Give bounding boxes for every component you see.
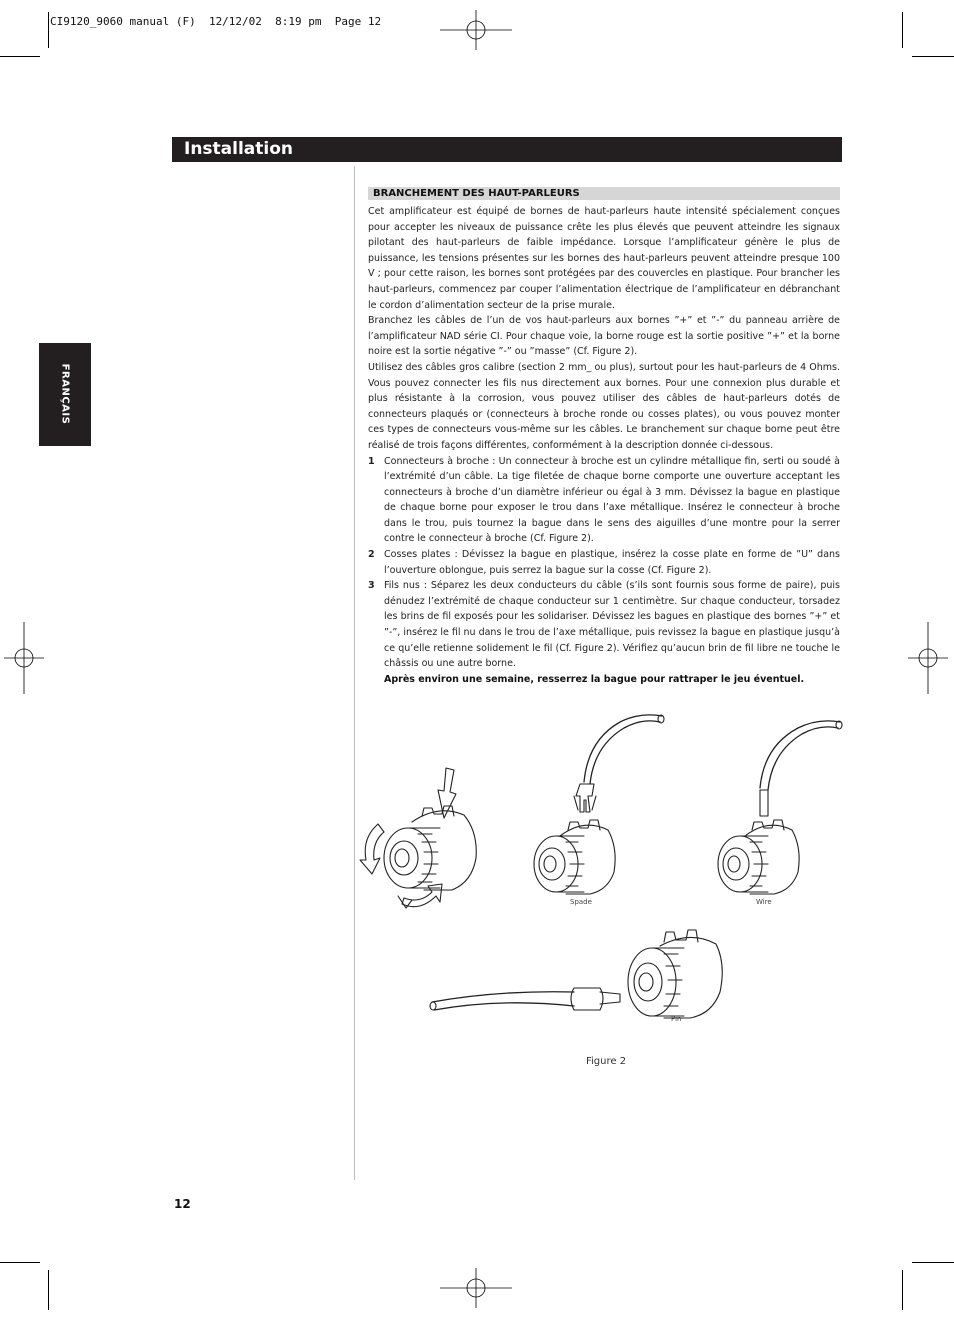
list-item-text: Cosses plates : Dévissez la bague en plastique, insérez la cosse plate en forme de ”U” dans l’ouverture oblongue, puis serrez la bague sur la cosse (Cf. Figure 2). (384, 549, 840, 576)
paragraph: Branchez les câbles de l’un de vos haut-parleurs aux bornes ”+” et ”-” du panneau arrière de l’amplificateur NAD série CI. Pour chaque voie, la borne rouge est la sortie positive ”+” et la borne noire est la sortie négative ”-” ou ”masse” (Cf. Figure 2). (368, 315, 840, 358)
language-tab-label: FRANÇAIS (59, 363, 71, 425)
spade-terminal-illustration (534, 715, 664, 894)
page-title: Installation (172, 137, 842, 162)
print-slug: CI9120_9060 manual (F) 12/12/02 8:19 pm Page 12 (50, 15, 382, 28)
figure-caption: Figure 2 (586, 1056, 627, 1067)
paragraph: Utilisez des câbles gros calibre (section 2 mm_ ou plus), surtout pour les haut-parleurs de 4 Ohms. Vous pouvez connecter les fils nus directement aux bornes. Pour une connexion plus durable et plus résistante à la corrosion, vous pouvez utiliser des câbles de haut-parleurs dotés de connecteurs plaqués or (connecteurs à broche ronde ou cosses plates), ou vous pouvez monter ces types de connecteurs vous-même sur les câbles. Le branchement sur chaque borne peut être réalisé de trois façons différentes, conformément à la description donnée ci-dessous. (368, 361, 840, 451)
bold-note: Après environ une semaine, resserrez la bague pour rattraper le jeu éventuel. (384, 673, 805, 685)
spade-label: Spade (570, 898, 592, 906)
list-item-number: 1 (368, 455, 375, 467)
pin-label: Pin (671, 1015, 682, 1023)
pin-terminal-illustration (430, 930, 722, 1018)
binding-post-illustration (360, 768, 476, 908)
list-item-number: 3 (368, 580, 375, 592)
page-number: 12 (174, 1197, 191, 1211)
section-heading: BRANCHEMENT DES HAUT-PARLEURS (368, 187, 840, 200)
wire-terminal-illustration (718, 721, 842, 894)
list-item-text: Connecteurs à broche : Un connecteur à broche est un cylindre métallique fin, serti ou soudé à l’extrémité d’un câble. La tige filetée de chaque borne comporte une ouverture acceptant les connecteurs à broche d’un diamètre inférieur ou égal à 3 mm. Dévissez la bague en plastique de chaque borne pour exposer le trou dans l’axe métallique. Insérez le connecteur à broche dans le trou, puis tournez la bague dans le sens des aiguilles d’une montre pour la serrer contre le connecteur à broche (Cf. Figure 2). (384, 455, 840, 545)
wire-label: Wire (756, 898, 772, 906)
list-item-text: Fils nus : Séparez les deux conducteurs du câble (s’ils sont fournis sous forme de paire), puis dénudez l’extrémité de chaque conducteur sur 1 centimètre. Sur chaque conducteur, torsadez les brins de fil exposés pour les solidariser. Dévissez les bagues en plastique des bornes ”+” et ”-”, insérez le fil nu dans le trou de l’axe métallique, puis revissez la bague en plastique jusqu’à ce qu’elle retienne solidement le fil (Cf. Figure 2). Vérifiez qu’aucun brin de fil libre ne touche le châssis ou une autre borne. (384, 580, 840, 670)
paragraph: Cet amplificateur est équipé de bornes de haut-parleurs haute intensité spécialement conçues pour accepter les niveaux de puissance crête les plus élevés que peuvent atteindre les signaux pilotant des haut-parleurs de faible impédance. Lorsque l’amplificateur génère le plus de puissance, les tensions présentes sur les bornes des haut-parleurs peuvent atteindre presque 100 V ; pour cette raison, les bornes sont protégées par des couvercles en plastique. Pour brancher les haut-parleurs, commencez par couper l’alimentation électrique de l’amplificateur en débranchant le cordon d’alimentation secteur de la prise murale. (368, 206, 840, 311)
list-item-number: 2 (368, 549, 375, 561)
